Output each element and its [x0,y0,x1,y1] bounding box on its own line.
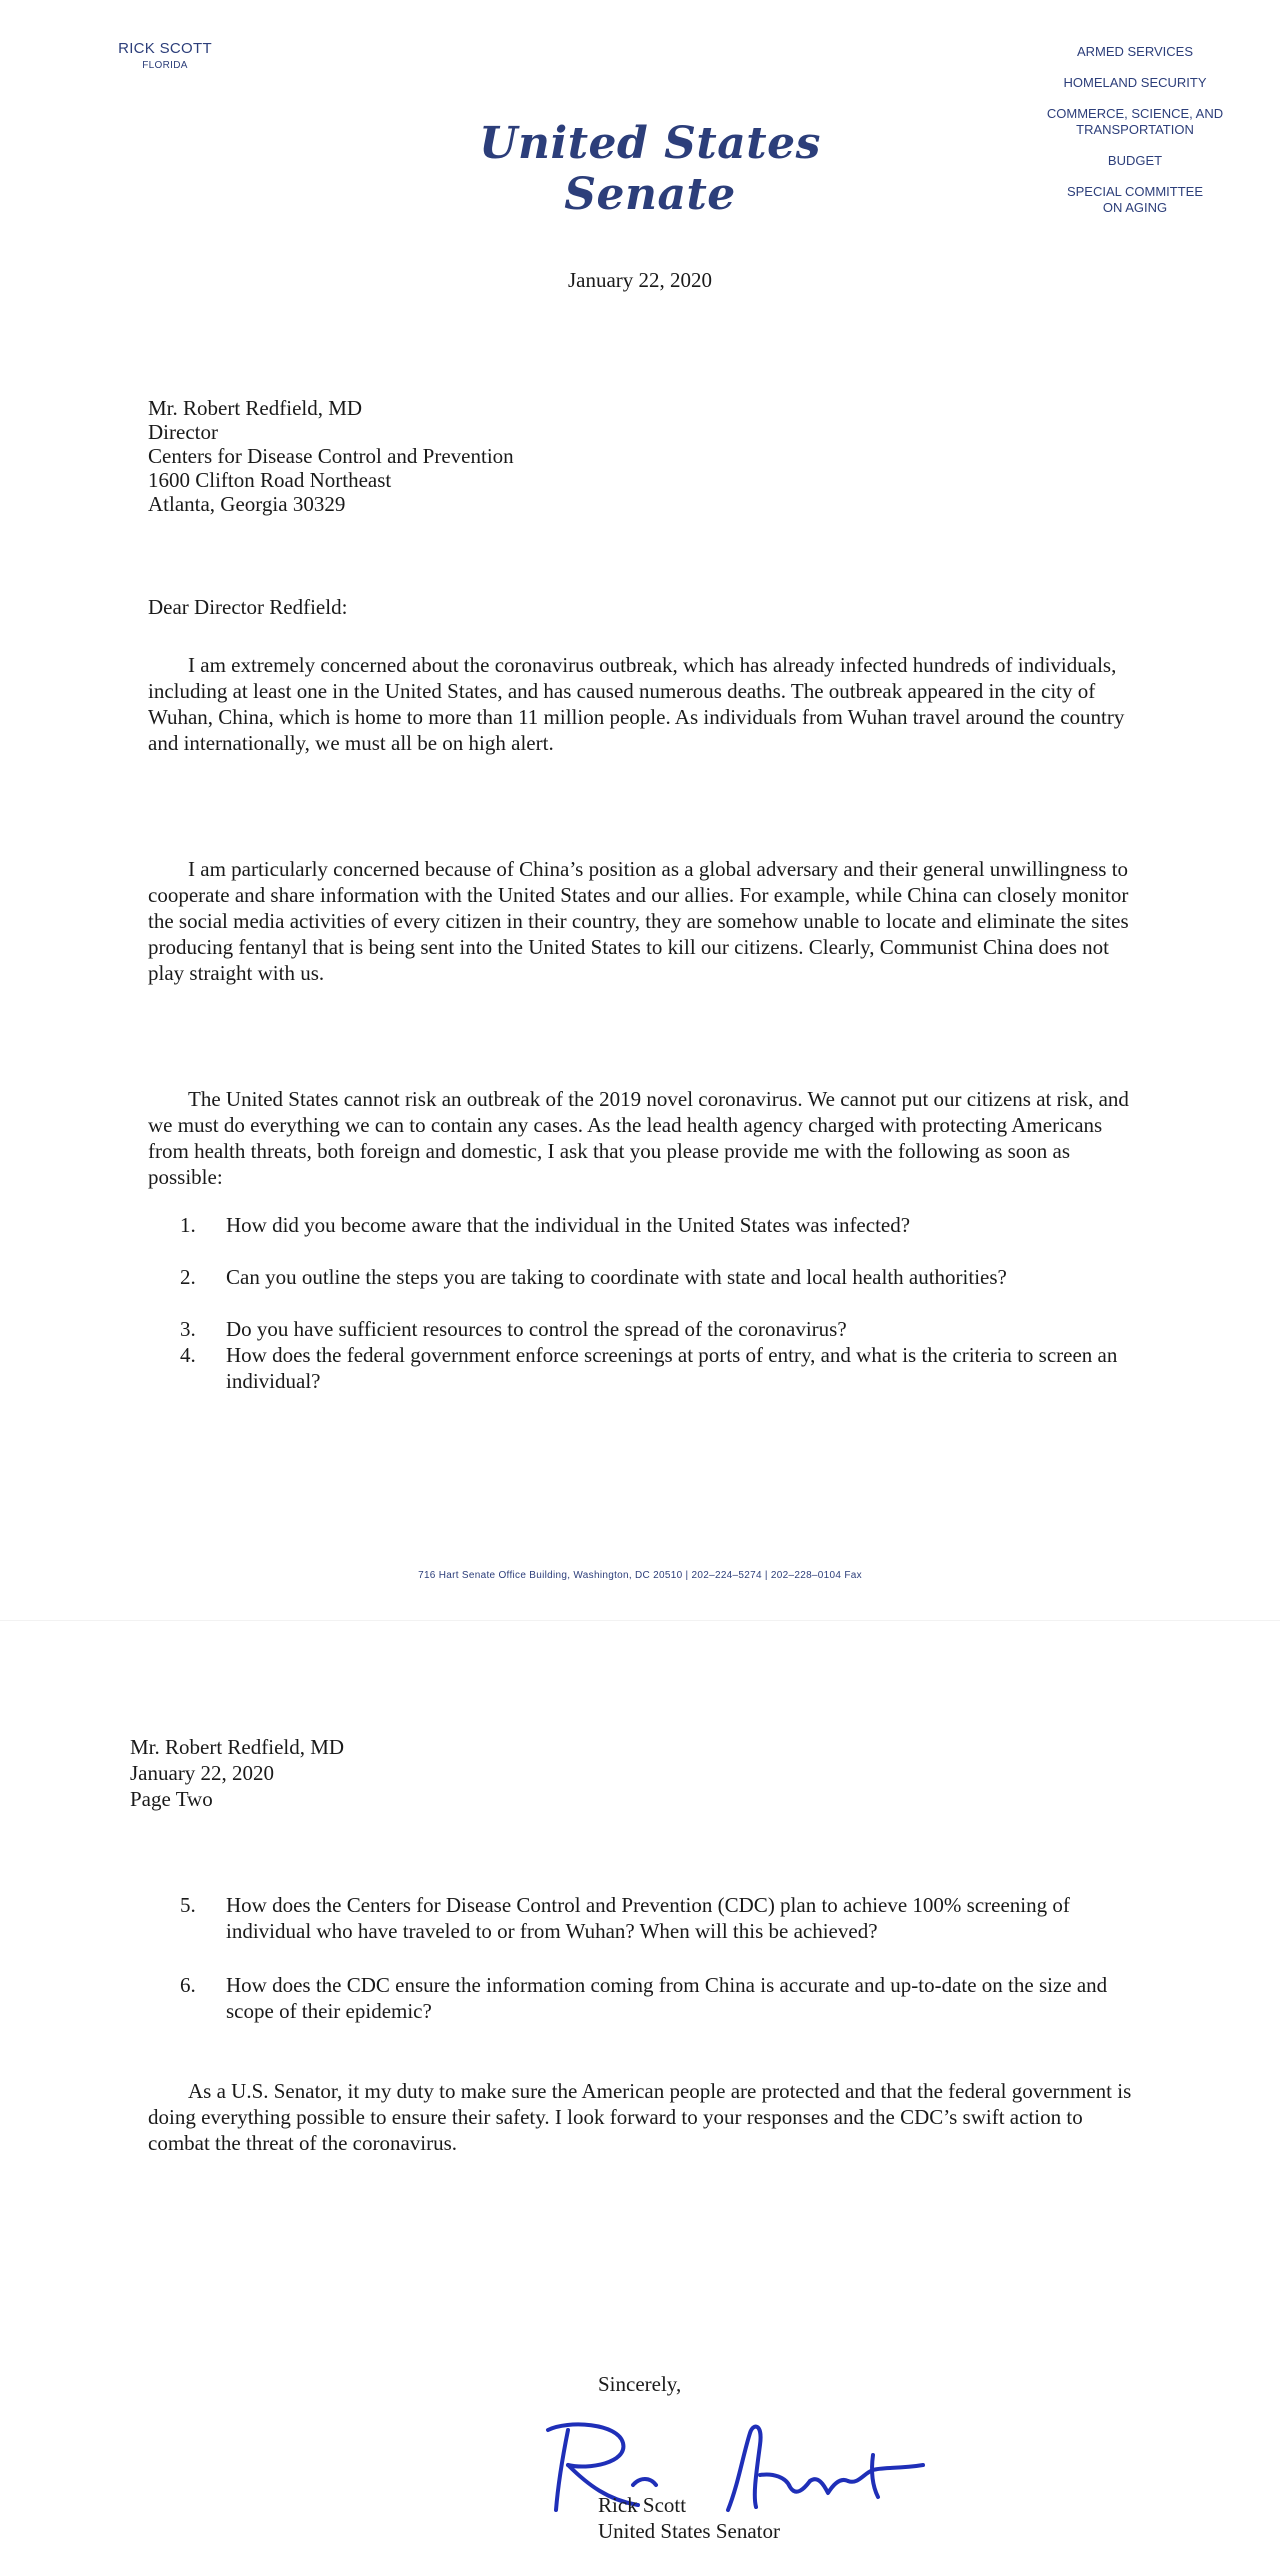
recipient-line: Centers for Disease Control and Prevention [148,444,514,468]
committee-item: ARMED SERVICES [1076,44,1194,59]
signer-block [598,2492,780,2544]
salutation: Dear Director Redfield: [148,595,348,619]
senate-letterhead-title: United States Senate [479,118,821,220]
body-paragraph: I am extremely concerned about the coronavirus outbreak, which has already infected hundreds of individuals, including at least one in the United States, and has caused numerous deaths. The outbreak appeared in the city of Wuhan, China, which is home to more than 11 million people. As individuals from Wuhan travel around the country and internationally, we must all be on high alert. [148,653,1125,755]
list-text: How did you become aware that the individual in the United States was infected? [226,1213,911,1237]
committee-item: SPECIAL COMMITTEE ON AGING [1066,184,1204,215]
body-paragraph: The United States cannot risk an outbreak of the 2019 novel coronavirus. We cannot put our citizens at risk, and we must do everything we can to contain any cases. As the lead health agency charged with protecting Americans from health threats, both foreign and domestic, I ask that you please provide me with the following as soon as possible: [148,1087,1129,1189]
page-divider [0,1620,1280,1621]
list-text: How does the CDC ensure the information coming from China is accurate and up-to-date on the size and scope of their epidemic? [226,1973,1108,2023]
recipient-address [148,396,514,516]
committee-item: COMMERCE, SCIENCE, AND TRANSPORTATION [1046,106,1224,137]
page-header-line: Mr. Robert Redfield, MD [130,1735,345,1759]
recipient-line: Atlanta, Georgia 30329 [148,492,346,516]
recipient-line: Mr. Robert Redfield, MD [148,396,363,420]
list-number: 5. [180,1893,196,1917]
page-header-line: January 22, 2020 [130,1761,275,1785]
page-header-line: Page Two [130,1787,213,1811]
list-number: 6. [180,1973,196,1997]
signer-title: United States Senator [598,2519,780,2543]
list-text: Do you have sufficient resources to control the spread of the coronavirus? [226,1317,847,1341]
list-text: Can you outline the steps you are taking to coordinate with state and local health authorities? [226,1265,1007,1289]
body-paragraph: I am particularly concerned because of China’s position as a global adversary and their general unwillingness to cooperate and share information with the United States and our allies. For example, while China can closely monitor the social media activities of every citizen in their country, they are somehow unable to locate and eliminate the sites producing fentanyl that is being sent into the United States to kill our citizens. Clearly, Communist China does not play straight with us. [148,857,1129,985]
office-footer: 716 Hart Senate Office Building, Washington, DC 20510 | 202–224–5274 | 202–228–0104 Fax [418,1570,862,1581]
list-text: How does the federal government enforce screenings at ports of entry, and what is the criteria to screen an individual? [226,1343,1118,1393]
recipient-line: Director [148,420,218,444]
list-text: How does the Centers for Disease Control and Prevention (CDC) plan to achieve 100% screening of individual who have traveled to or from Wuhan? When will this be achieved? [226,1893,1070,1943]
committee-item: HOMELAND SECURITY [1063,75,1207,90]
sign-off: Sincerely, [598,2372,682,2396]
letter-date: January 22, 2020 [567,268,713,292]
list-number: 3. [180,1317,196,1341]
list-number: 4. [180,1343,196,1367]
committee-item: BUDGET [1107,153,1163,168]
page-two-header [130,1734,344,1812]
senator-name: RICK SCOTT [118,40,212,57]
signer-name: Rick Scott [598,2493,687,2517]
list-number: 1. [180,1213,196,1237]
committee-list [1010,44,1260,231]
recipient-line: 1600 Clifton Road Northeast [148,468,392,492]
senator-state: FLORIDA [142,60,188,71]
list-number: 2. [180,1265,196,1289]
closing-paragraph: As a U.S. Senator, it my duty to make sure the American people are protected and that the federal government is doing everything possible to ensure their safety. I look forward to your responses and the CDC’s swift action to combat the threat of the coronavirus. [148,2079,1132,2155]
